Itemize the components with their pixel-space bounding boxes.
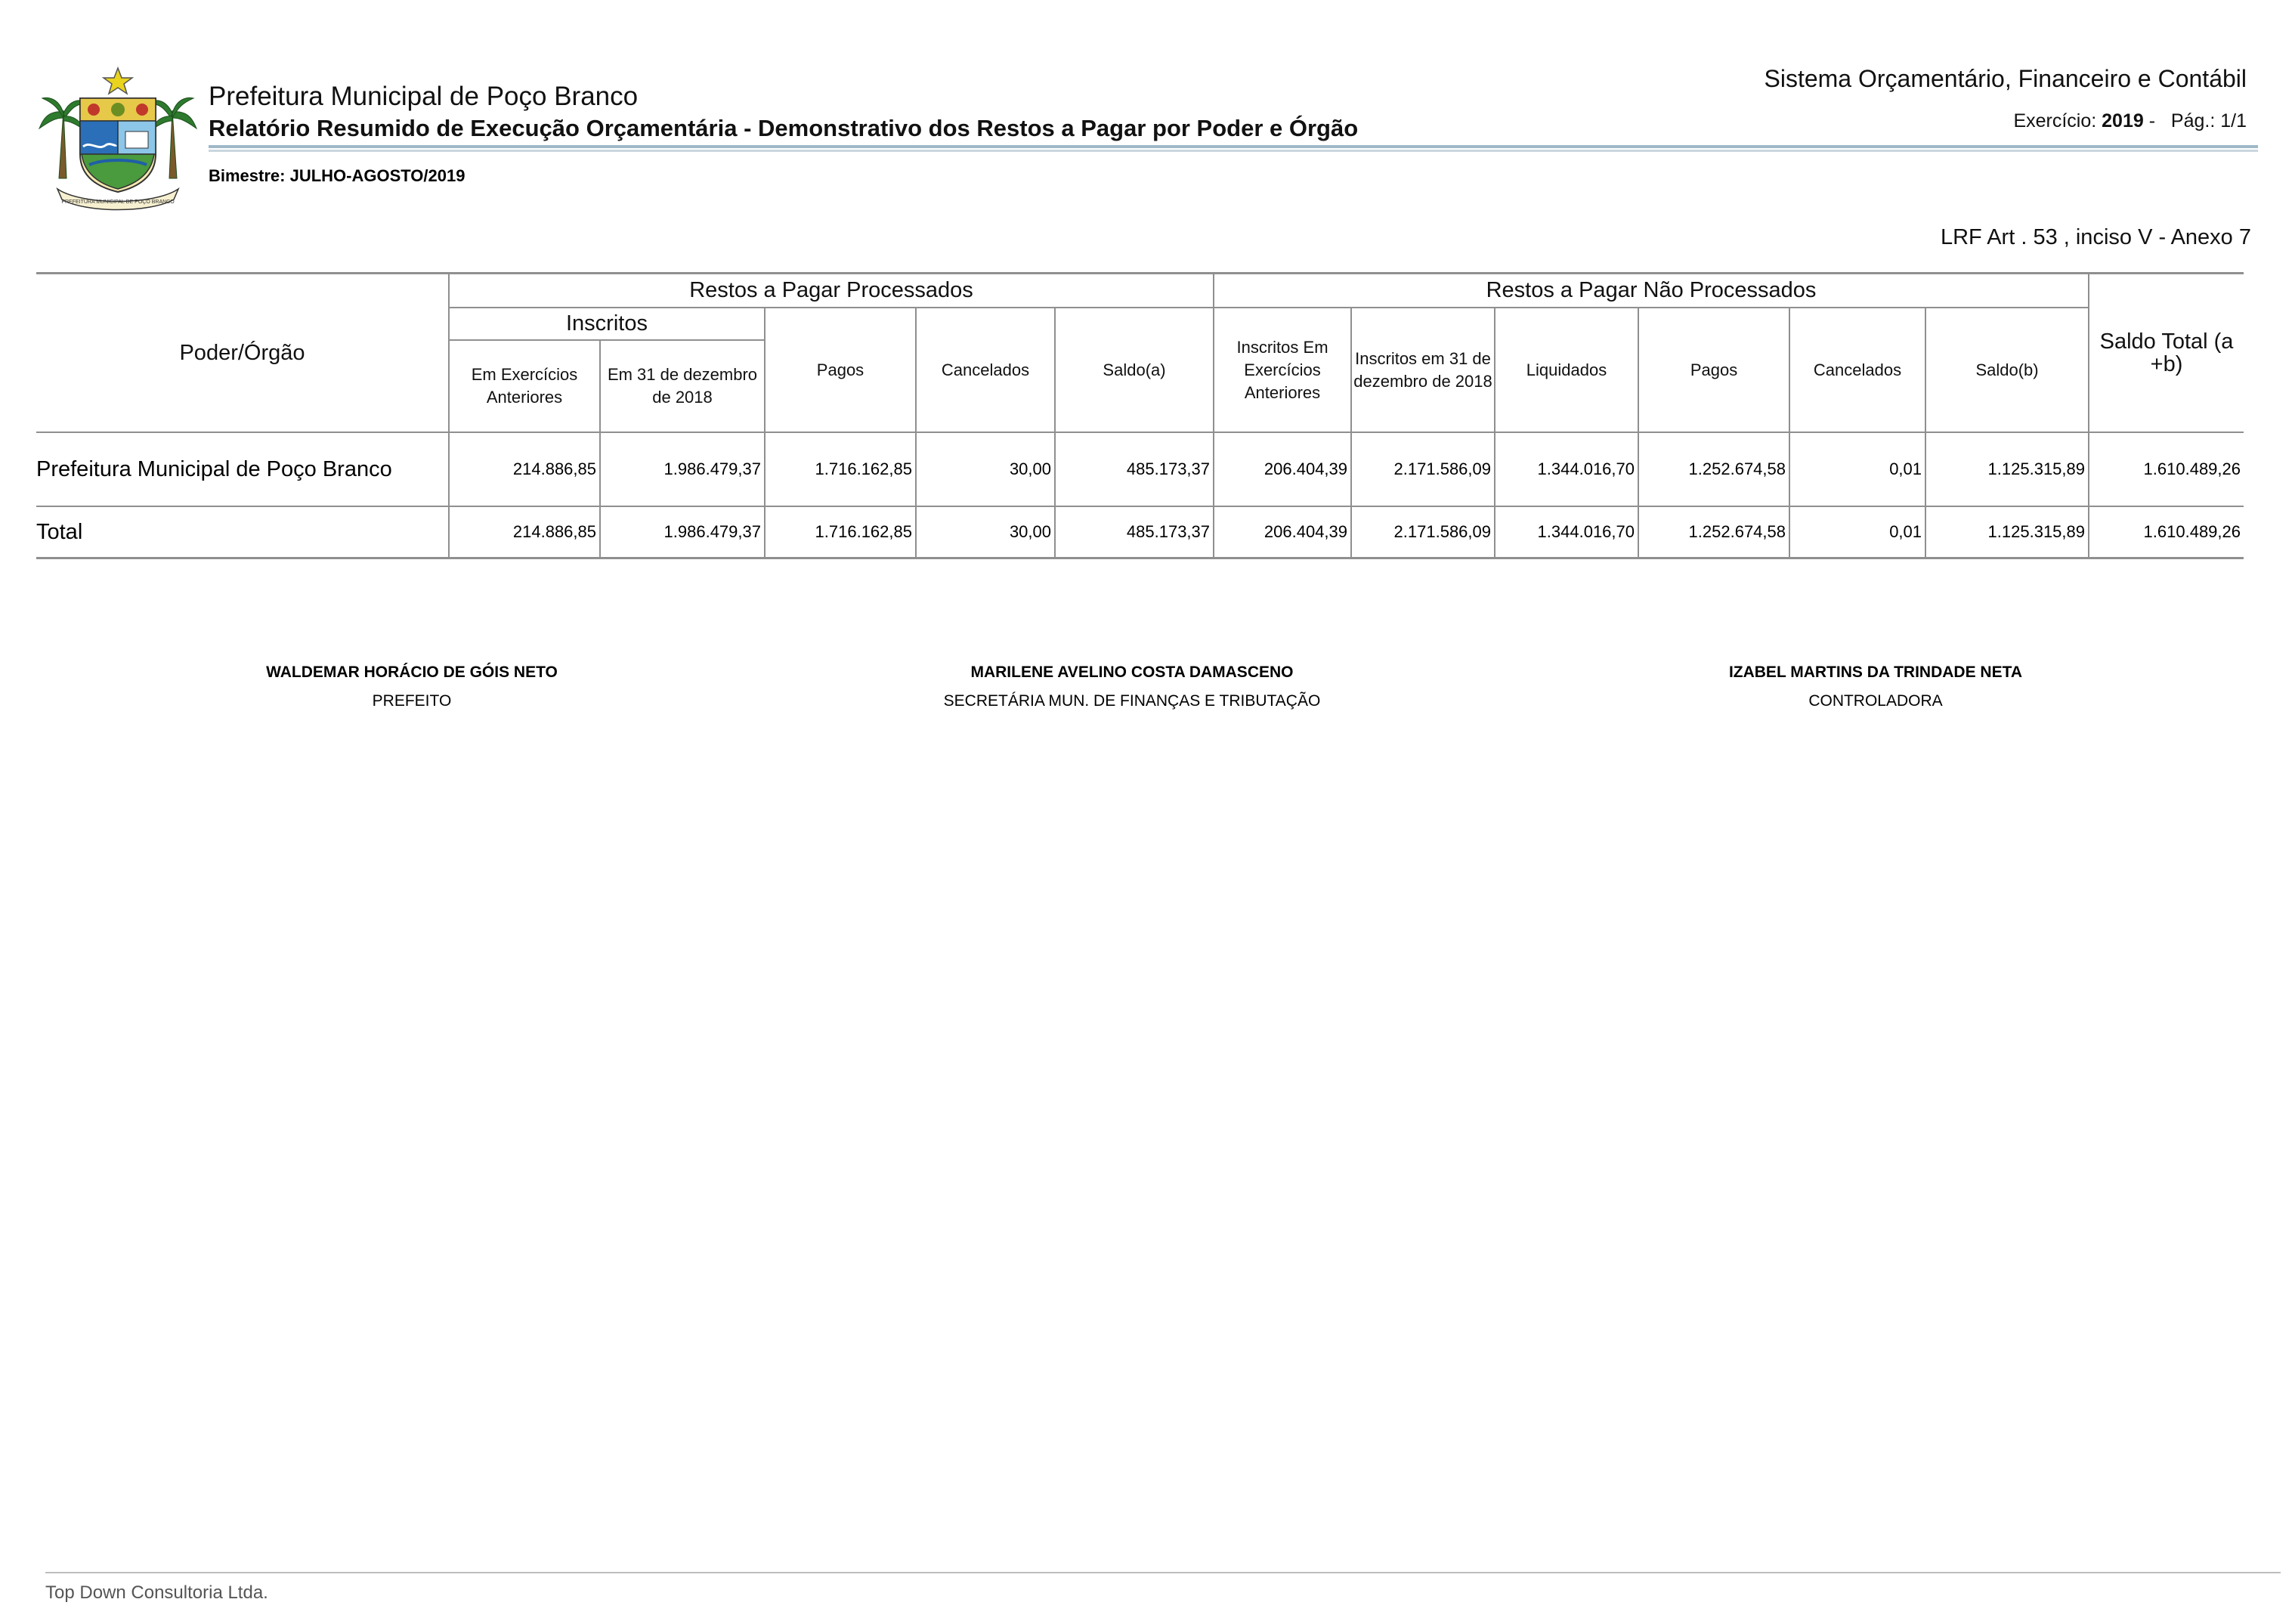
bimester-label: Bimestre: JULHO-AGOSTO/2019 bbox=[209, 166, 465, 185]
header-rule-secondary bbox=[209, 150, 2258, 152]
cell-value: 485.173,37 bbox=[1055, 506, 1214, 558]
header-inscritos-31-dez: Inscritos em 31 de dezembro de 2018 bbox=[1351, 308, 1495, 432]
organization-name: Prefeitura Municipal de Poço Branco bbox=[209, 82, 639, 111]
restos-a-pagar-table bbox=[36, 272, 2244, 559]
row-name: Total bbox=[36, 506, 449, 558]
cell-value: 1.610.489,26 bbox=[2089, 506, 2244, 558]
header-saldo-total: Saldo Total (a +b) bbox=[2089, 274, 2244, 433]
signature-name-prefeito: WALDEMAR HORÁCIO DE GÓIS NETO bbox=[266, 664, 558, 681]
footer-rule bbox=[45, 1572, 2281, 1573]
legal-reference: LRF Art . 53 , inciso V - Anexo 7 bbox=[1940, 225, 2251, 249]
table-row bbox=[36, 432, 2244, 506]
page-label: Pág.: bbox=[2170, 110, 2216, 131]
cell-value: 214.886,85 bbox=[449, 506, 600, 558]
table-row-total bbox=[36, 506, 2244, 558]
cell-value: 1.986.479,37 bbox=[600, 432, 765, 506]
cell-value: 0,01 bbox=[1789, 506, 1925, 558]
cell-value: 1.716.162,85 bbox=[765, 432, 916, 506]
header-group-nao-processados: Restos a Pagar Não Processados bbox=[1214, 274, 2089, 308]
cell-value: 30,00 bbox=[916, 506, 1055, 558]
system-name: Sistema Orçamentário, Financeiro e Contábil bbox=[1764, 65, 2247, 92]
cell-value: 1.344.016,70 bbox=[1495, 506, 1638, 558]
row-name: Prefeitura Municipal de Poço Branco bbox=[36, 432, 449, 506]
header-inscritos-anteriores: Inscritos Em Exercícios Anteriores bbox=[1214, 308, 1351, 432]
signature-name-controladora: IZABEL MARTINS DA TRINDADE NETA bbox=[1728, 664, 2023, 681]
header-poder-orgao: Poder/Órgão bbox=[36, 274, 449, 433]
signature-role-prefeito: PREFEITO bbox=[372, 692, 452, 710]
footer-company: Top Down Consultoria Ltda. bbox=[45, 1582, 268, 1603]
header-em-31-dezembro: Em 31 de dezembro de 2018 bbox=[600, 340, 765, 432]
cell-value: 0,01 bbox=[1789, 432, 1925, 506]
cell-value: 206.404,39 bbox=[1214, 432, 1351, 506]
signature-role-controladora: CONTROLADORA bbox=[1808, 692, 1943, 710]
cell-value: 214.886,85 bbox=[449, 432, 600, 506]
cell-value: 1.252.674,58 bbox=[1638, 506, 1789, 558]
crest-caption: PREFEITURA MUNICIPAL DE POÇO BRANCO bbox=[61, 200, 175, 205]
header-liquidados: Liquidados bbox=[1495, 308, 1638, 432]
exercicio-value: 2019 bbox=[2102, 110, 2144, 131]
cell-value: 1.125.315,89 bbox=[1925, 432, 2089, 506]
page-value: 1/1 bbox=[2220, 110, 2247, 131]
header-cancelados-np: Cancelados bbox=[1789, 308, 1925, 432]
report-title: Relatório Resumido de Execução Orçamentária - Demonstrativo dos Restos a Pagar por Poder e Órgão bbox=[209, 115, 1359, 141]
signature-name-secretaria: MARILENE AVELINO COSTA DAMASCENO bbox=[970, 664, 1294, 681]
cell-value: 1.252.674,58 bbox=[1638, 432, 1789, 506]
header-saldo-b: Saldo(b) bbox=[1925, 308, 2089, 432]
cell-value: 1.986.479,37 bbox=[600, 506, 765, 558]
header-group-processados: Restos a Pagar Processados bbox=[449, 274, 1214, 308]
cell-value: 485.173,37 bbox=[1055, 432, 1214, 506]
signature-role-secretaria: SECRETÁRIA MUN. DE FINANÇAS E TRIBUTAÇÃO bbox=[943, 692, 1321, 710]
cell-value: 2.171.586,09 bbox=[1351, 432, 1495, 506]
cell-value: 1.610.489,26 bbox=[2089, 432, 2244, 506]
separator: - bbox=[2148, 110, 2156, 131]
header-saldo-a: Saldo(a) bbox=[1055, 308, 1214, 432]
cell-value: 206.404,39 bbox=[1214, 506, 1351, 558]
cell-value: 30,00 bbox=[916, 432, 1055, 506]
cell-value: 1.716.162,85 bbox=[765, 506, 916, 558]
exercise-page-line bbox=[2013, 110, 2247, 132]
header-cancelados: Cancelados bbox=[916, 308, 1055, 432]
exercicio-label: Exercício: bbox=[2013, 110, 2097, 131]
header-subgroup-inscritos: Inscritos bbox=[449, 308, 765, 340]
municipal-crest-icon bbox=[36, 65, 199, 213]
cell-value: 2.171.586,09 bbox=[1351, 506, 1495, 558]
cell-value: 1.125.315,89 bbox=[1925, 506, 2089, 558]
header-pagos-np: Pagos bbox=[1638, 308, 1789, 432]
header-em-exercicios-anteriores: Em Exercícios Anteriores bbox=[449, 340, 600, 432]
cell-value: 1.344.016,70 bbox=[1495, 432, 1638, 506]
header-pagos: Pagos bbox=[765, 308, 916, 432]
header-rule bbox=[209, 145, 2258, 148]
